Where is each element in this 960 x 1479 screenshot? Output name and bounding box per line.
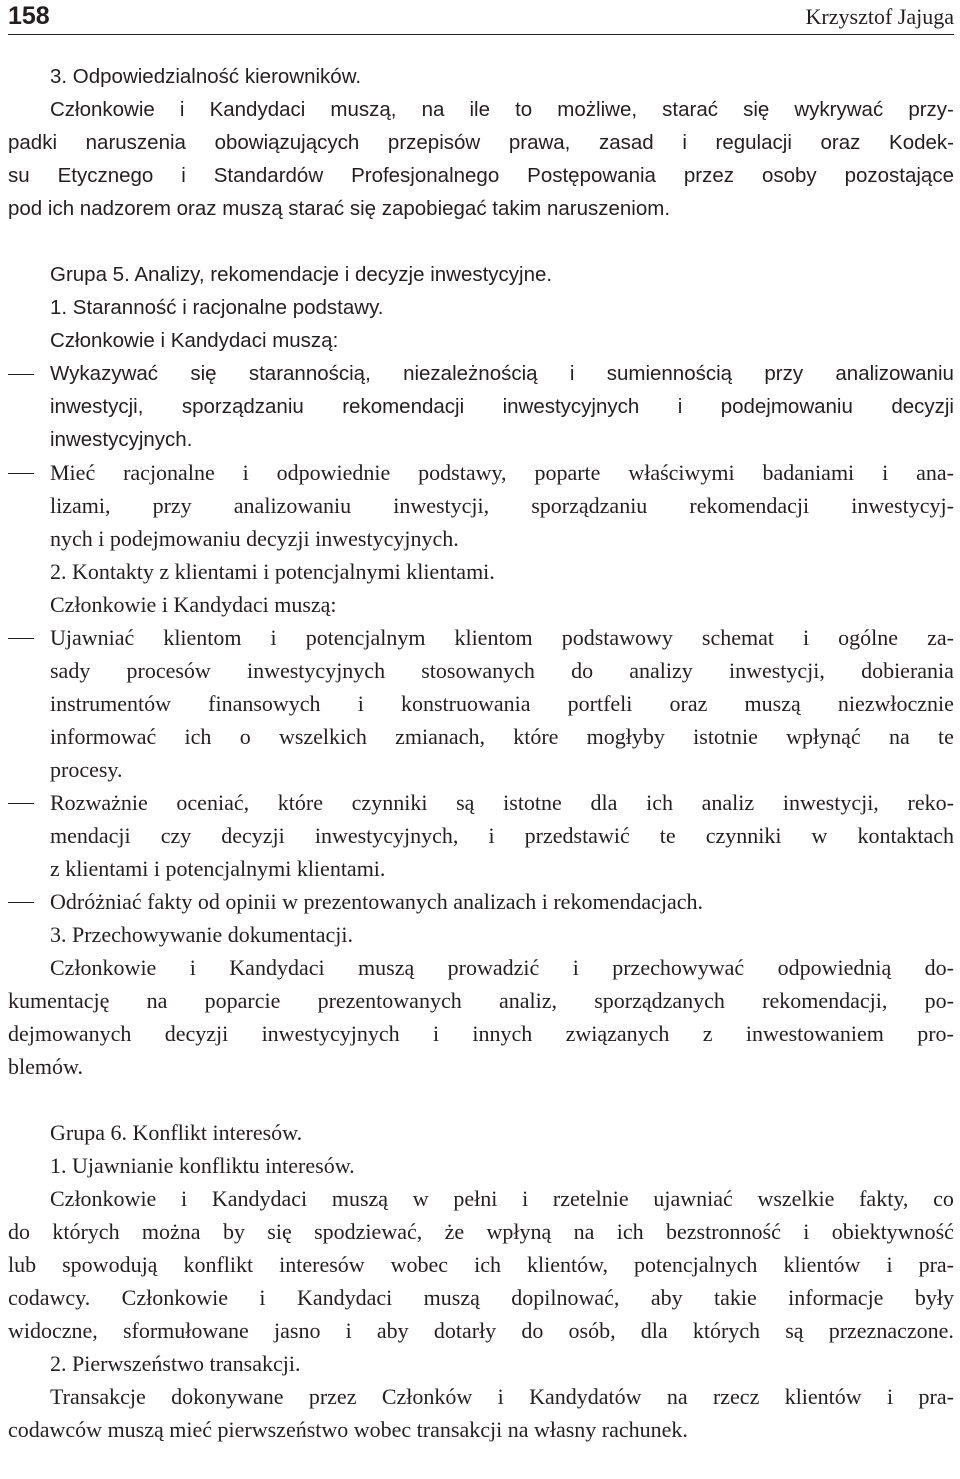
text-line: Mieć racjonalne i odpowiednie podstawy, poparte właściwymi badaniami i ana- <box>50 460 954 485</box>
text-line: do których można by się spodziewać, że wpłyną na ich bezstronność i obiektywność <box>8 1219 954 1244</box>
text-line: 3. Przechowywanie dokumentacji. <box>50 922 354 947</box>
page-number: 158 <box>8 2 50 30</box>
list-bullet-dash <box>8 638 34 639</box>
list-bullet-dash <box>8 374 34 375</box>
text-line: blemów. <box>8 1054 83 1079</box>
text-line: kumentację na poparcie prezentowanych analiz, sporządzanych rekomendacji, po- <box>8 988 954 1013</box>
text-line: codawcy. Członkowie i Kandydaci muszą dopilnować, aby takie informacje były <box>8 1285 954 1310</box>
text-line: Grupa 5. Analizy, rekomendacje i decyzje inwestycyjne. <box>50 263 553 286</box>
text-line: Członkowie i Kandydaci muszą: <box>50 329 339 352</box>
text-line: su Etycznego i Standardów Profesjonalnego Postępowania przez osoby pozostające <box>8 164 954 187</box>
text-line: codawców muszą mieć pierwszeństwo wobec transakcji na własny rachunek. <box>8 1417 688 1442</box>
text-line: Ujawniać klientom i potencjalnym klientom podstawowy schemat i ogólne za- <box>50 625 954 650</box>
text-line: instrumentów finansowych i konstruowania portfeli oraz muszą niezwłocznie <box>50 691 954 716</box>
text-line: informować ich o wszelkich zmianach, które mogłyby istotnie wpłynąć na te <box>50 724 954 749</box>
text-line: 2. Kontakty z klientami i potencjalnymi klientami. <box>50 559 495 584</box>
text-line: nych i podejmowaniu decyzji inwestycyjnych. <box>50 526 459 551</box>
text-line: Wykazywać się starannością, niezależnością i sumiennością przy analizowaniu <box>50 362 954 385</box>
text-line: lub spowodują konflikt interesów wobec ich klientów, potencjalnych klientów i pra- <box>8 1252 954 1277</box>
text-line: 1. Staranność i racjonalne podstawy. <box>50 296 384 319</box>
text-line: procesy. <box>50 757 123 782</box>
text-line: 1. Ujawnianie konfliktu interesów. <box>50 1153 355 1178</box>
text-line: pod ich nadzorem oraz muszą starać się zapobiegać takim naruszeniom. <box>8 197 671 220</box>
text-line: Członkowie i Kandydaci muszą, na ile to możliwe, starać się wykrywać przy- <box>50 98 954 121</box>
text-line: dejmowanych decyzji inwestycyjnych i innych związanych z inwestowaniem pro- <box>8 1021 954 1046</box>
text-line: z klientami i potencjalnymi klientami. <box>50 856 386 881</box>
running-author: Krzysztof Jajuga <box>805 4 954 29</box>
text-line: Członkowie i Kandydaci muszą w pełni i rzetelnie ujawniać wszelkie fakty, co <box>50 1186 954 1211</box>
text-line: Członkowie i Kandydaci muszą prowadzić i przechowywać odpowiednią do- <box>50 955 954 980</box>
text-line: Członkowie i Kandydaci muszą: <box>50 592 337 617</box>
list-bullet-dash <box>8 902 34 903</box>
text-line: 2. Pierwszeństwo transakcji. <box>50 1351 301 1376</box>
text-line: padki naruszenia obowiązujących przepisów prawa, zasad i regulacji oraz Kodek- <box>8 131 954 154</box>
text-line: lizami, przy analizowaniu inwestycji, sporządzaniu rekomendacji inwestycyj- <box>50 493 954 518</box>
list-bullet-dash <box>8 473 34 474</box>
text-line: Rozważnie oceniać, które czynniki są istotne dla ich analiz inwestycji, reko- <box>50 790 954 815</box>
text-line: Grupa 6. Konflikt interesów. <box>50 1120 303 1145</box>
text-line: mendacji czy decyzji inwestycyjnych, i przedstawić te czynniki w kontaktach <box>50 823 954 848</box>
text-line: widoczne, sformułowane jasno i aby dotarły do osób, dla których są przeznaczone. <box>8 1318 954 1343</box>
list-bullet-dash <box>8 803 34 804</box>
text-line: Transakcje dokonywane przez Członków i Kandydatów na rzecz klientów i pra- <box>50 1384 954 1409</box>
text-line: sady procesów inwestycyjnych stosowanych do analizy inwestycji, dobierania <box>50 658 954 683</box>
text-line: 3. Odpowiedzialność kierowników. <box>50 65 362 88</box>
running-header <box>8 0 954 35</box>
text-line: inwestycyjnych. <box>50 428 193 451</box>
text-line: Odróżniać fakty od opinii w prezentowanych analizach i rekomendacjach. <box>50 889 703 914</box>
text-line: inwestycji, sporządzaniu rekomendacji inwestycyjnych i podejmowaniu decyzji <box>50 395 954 418</box>
